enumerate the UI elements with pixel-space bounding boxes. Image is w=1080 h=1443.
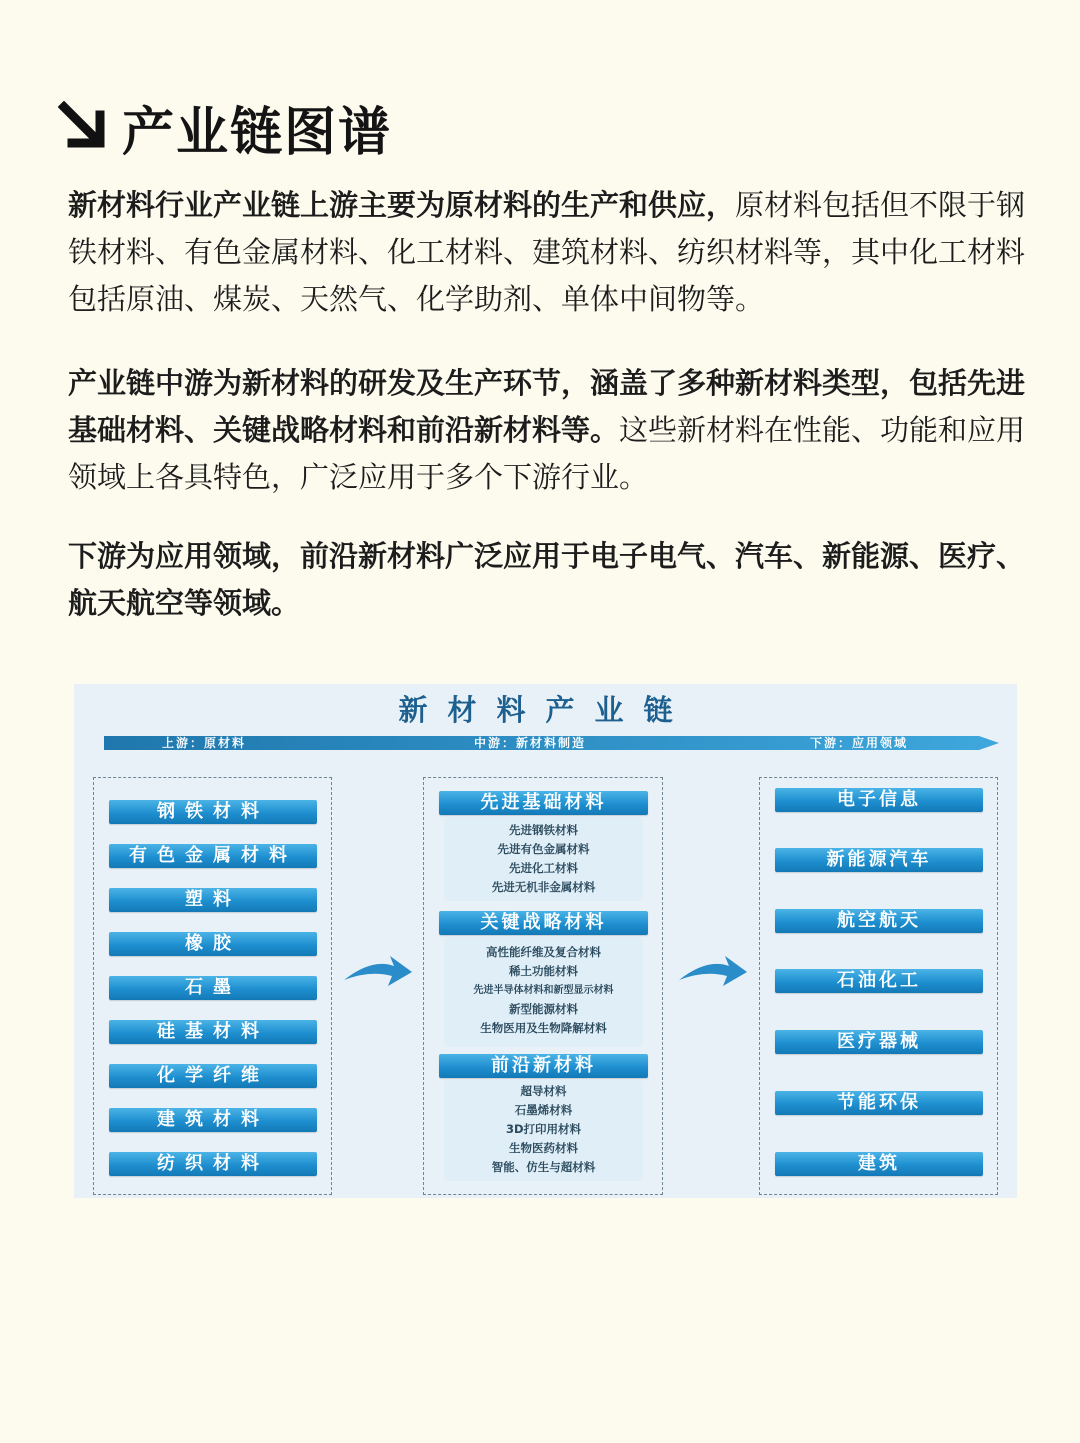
stage-label-downstream: 下游：应用领域 [810,736,909,750]
midstream-group-box [444,817,643,901]
diagram-title: 新材料产业链 [398,693,693,727]
downstream-item: 电子信息 [775,788,983,812]
midstream-item: 超导材料 [520,1084,567,1098]
industry-chain-diagram [74,684,1017,1198]
paragraph-bold: 新材料行业产业链上游主要为原材料的生产和供应， [68,188,736,222]
midstream-item: 先进半导体材料和新型显示材料 [473,985,614,996]
midstream-item: 智能、仿生与超材料 [491,1160,596,1174]
midstream-item: 高性能纤维及复合材料 [486,945,601,959]
downstream-item: 石油化工 [775,969,983,993]
midstream-item: 稀土功能材料 [509,964,578,978]
upstream-item: 纺织材料 [109,1152,317,1176]
downstream-item: 新能源汽车 [775,848,983,872]
paragraph-bold: 产业链中游为新材料的研发及生产环节，涵盖了多种新材料类型，包括先进基础材料、关键战略材料和前沿新材料等。 [68,366,1026,447]
stage-label-midstream: 中游：新材料制造 [474,736,587,750]
downstream-item: 建筑 [775,1152,983,1176]
midstream-item: 先进化工材料 [509,861,578,875]
midstream-item: 生物医药材料 [509,1141,578,1155]
paragraph-upstream [68,182,1028,323]
midstream-item: 先进无机非金属材料 [491,880,596,894]
upstream-item: 硅基材料 [109,1020,317,1044]
page-title: 产业链图谱 [122,102,393,163]
section-heading [58,92,392,162]
upstream-item: 塑料 [109,888,317,912]
upstream-item: 有色金属材料 [109,844,317,868]
paragraph-midstream [68,360,1028,501]
downstream-column [759,777,998,1195]
flow-arrow-icon [342,950,414,994]
upstream-item: 建筑材料 [109,1108,317,1132]
stage-label-upstream: 上游：原材料 [162,736,247,750]
upstream-item: 橡胶 [109,932,317,956]
upstream-column [93,777,332,1195]
paragraph-downstream [68,533,1028,627]
flow-arrow-icon [677,950,749,994]
midstream-item: 3D打印用材料 [505,1122,582,1136]
midstream-group-box [444,937,643,1047]
midstream-group-title: 先进基础材料 [439,791,648,815]
midstream-item: 新型能源材料 [509,1002,578,1016]
midstream-column [423,777,663,1195]
midstream-item: 先进钢铁材料 [509,823,578,837]
midstream-group-title: 关键战略材料 [439,911,648,935]
midstream-item: 先进有色金属材料 [497,842,590,856]
midstream-item: 生物医用及生物降解材料 [480,1021,607,1035]
arrow-down-right-icon [58,101,110,153]
downstream-item: 航空航天 [775,909,983,933]
upstream-item: 石墨 [109,976,317,1000]
midstream-group-title: 前沿新材料 [439,1054,648,1078]
paragraph-bold: 下游为应用领域，前沿新材料广泛应用于电子电气、汽车、新能源、医疗、航天航空等领域。 [68,539,1026,620]
paragraph-normal: 原材料包括但不限于钢铁材料、有色金属材料、化工材料、建筑材料、纺织材料等，其中化工材料包括原油、煤炭、天然气、化学助剂、单体中间物等。 [68,188,1026,316]
midstream-group-box [444,1080,643,1181]
midstream-item: 石墨烯材料 [514,1103,573,1117]
upstream-item: 钢铁材料 [109,800,317,824]
paragraph-normal: 这些新材料在性能、功能和应用领域上各具特色，广泛应用于多个下游行业。 [68,413,1026,494]
downstream-item: 节能环保 [775,1091,983,1115]
upstream-item: 化学纤维 [109,1064,317,1088]
downstream-item: 医疗器械 [775,1030,983,1054]
